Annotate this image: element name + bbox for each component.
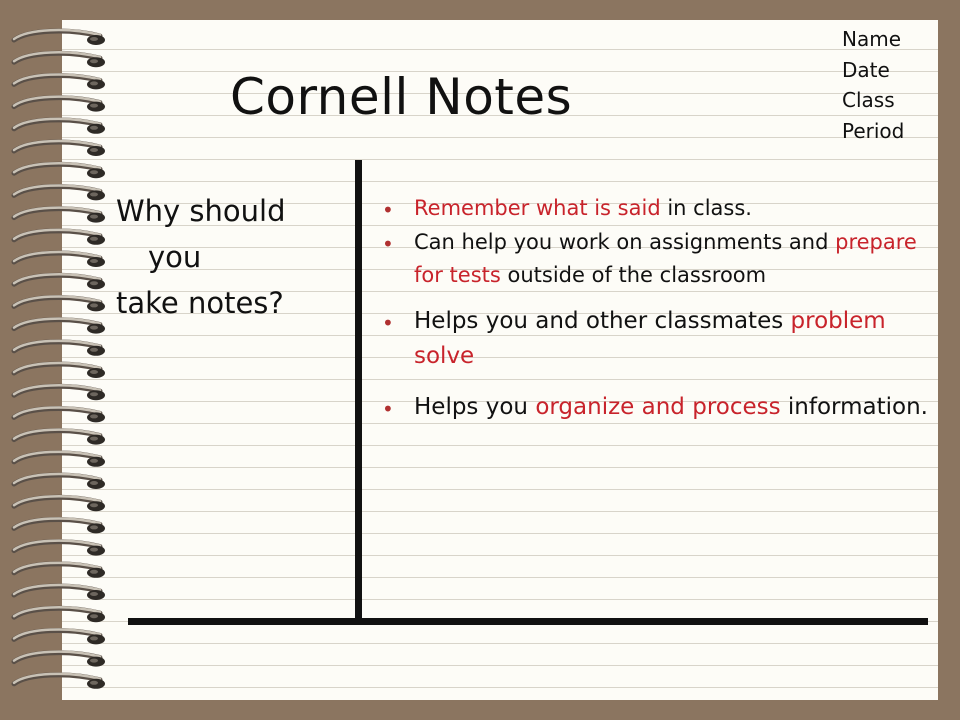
spiral-coil [14, 119, 105, 134]
date-label: Date [842, 57, 890, 82]
spiral-coil [14, 208, 105, 223]
bullet-icon: • [382, 198, 394, 222]
note-highlight: problem solve [414, 308, 886, 369]
note-highlight: prepare for tests [414, 230, 917, 287]
spiral-coil [14, 296, 105, 311]
spiral-coil [14, 518, 105, 533]
name-label: Name [842, 27, 902, 51]
spiral-coil [14, 474, 105, 489]
spiral-coil [14, 30, 105, 45]
note-text: information. [780, 394, 928, 420]
page-title: Cornell Notes [230, 68, 573, 126]
spiral-coil [14, 385, 105, 400]
spiral-coil [14, 674, 105, 689]
spiral-coil [14, 585, 105, 600]
spiral-binding [8, 26, 112, 694]
note-text: Helps you and other classmates [414, 308, 791, 334]
note-text: in class. [660, 196, 752, 220]
spiral-coil [14, 341, 105, 356]
note-item [382, 304, 942, 374]
spiral-coil [14, 541, 105, 556]
vertical-divider [355, 160, 362, 622]
note-item [382, 386, 942, 428]
bullet-icon: • [382, 311, 394, 335]
note-item [382, 226, 942, 292]
spiral-coil [14, 430, 105, 445]
spiral-coil [14, 452, 105, 467]
spiral-coil [14, 607, 105, 622]
bullet-icon: • [382, 232, 394, 256]
header-info [842, 24, 942, 146]
spiral-coil [14, 407, 105, 422]
bullet-icon: • [382, 397, 394, 421]
cue-line: Why should [116, 194, 286, 228]
note-highlight: Remember what is said [414, 196, 661, 220]
spiral-coil [14, 230, 105, 245]
spiral-coil [14, 363, 105, 378]
spiral-coil [14, 496, 105, 511]
note-text: Helps you [414, 394, 536, 420]
notes-column [382, 190, 942, 428]
cue-line: you [148, 240, 202, 274]
spiral-coil [14, 185, 105, 200]
spiral-coil [14, 629, 105, 644]
cue-line: take notes? [116, 286, 284, 320]
period-label: Period [842, 118, 905, 143]
spiral-coil [14, 652, 105, 667]
note-item [382, 190, 942, 226]
spiral-coil [14, 274, 105, 289]
spiral-coil [14, 252, 105, 267]
cue-column [116, 188, 351, 326]
horizontal-divider [128, 618, 928, 625]
class-label: Class [842, 88, 895, 112]
spiral-coil [14, 97, 105, 112]
spiral-coil [14, 563, 105, 578]
spiral-coil [14, 74, 105, 89]
spiral-coil [14, 141, 105, 156]
spiral-coil [14, 52, 105, 67]
note-highlight: organize and process [535, 394, 781, 420]
note-text: outside of the classroom [500, 263, 767, 287]
spiral-coil [14, 163, 105, 178]
spiral-coil [14, 319, 105, 334]
note-text: Can help you work on assignments and [414, 230, 836, 254]
